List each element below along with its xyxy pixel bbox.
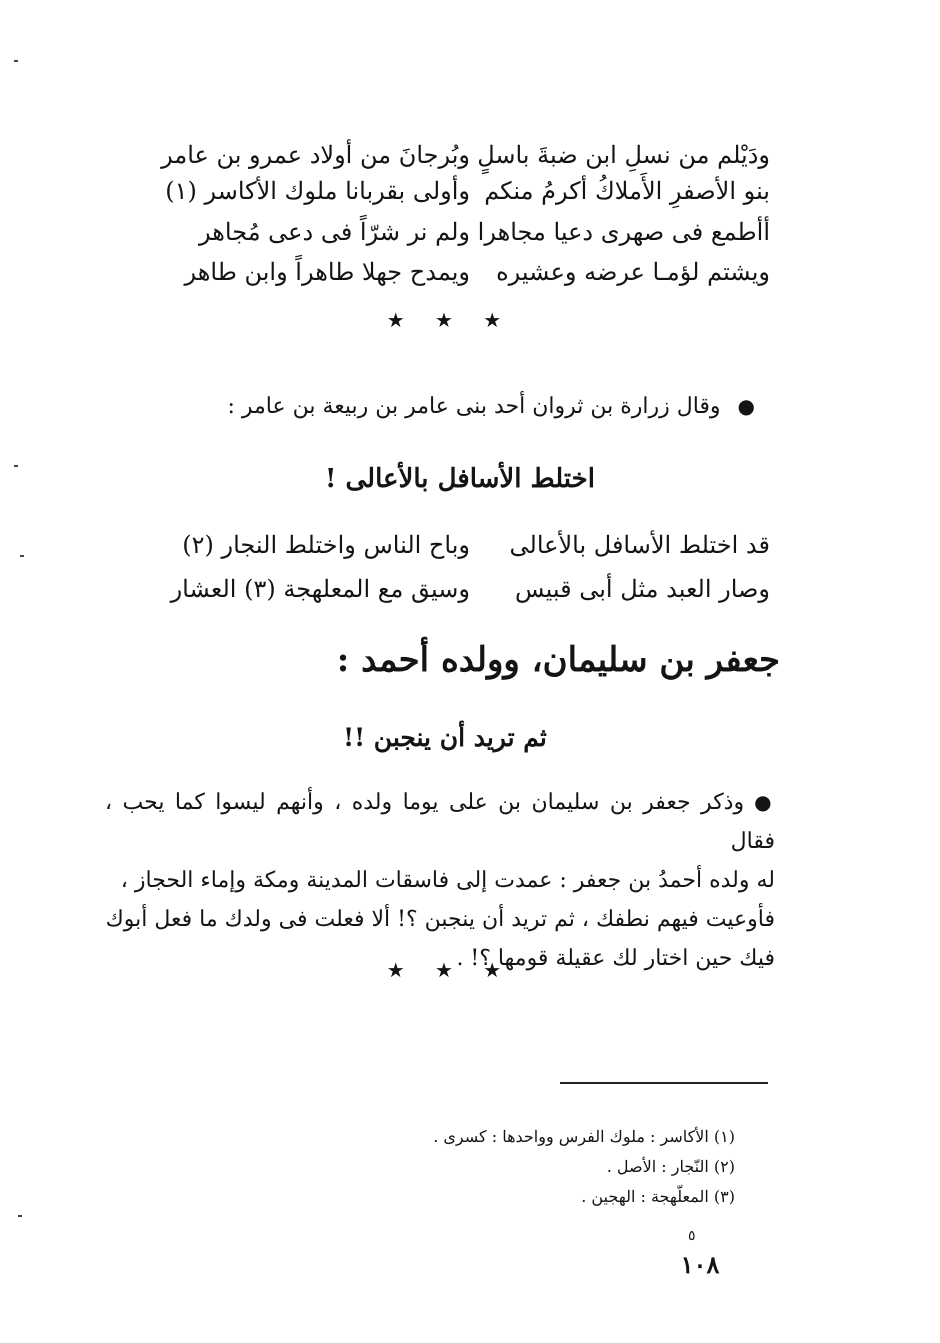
verse-second-hemistich: وباح الناس واختلط النجار (٢): [182, 531, 470, 559]
paragraph-line: [105, 783, 775, 861]
scan-speck: [14, 465, 18, 467]
paragraph-line: له ولده أحمدُ بن جعفر : عمدت إلى فاسقات المدينة ومكة وإماء الحجاز ،: [120, 868, 775, 893]
bullet-icon: ●: [737, 394, 755, 418]
verse-second-hemistich: وسيق مع المعلهجة (٣) العشار: [170, 575, 470, 603]
section-title: جعفر بن سليمان، وولده أحمد :: [336, 640, 780, 680]
page-number: ١٠٨: [680, 1250, 720, 1279]
paragraph-line-text: وذكر جعفر بن سليمان بن على يوما ولده ، وأنهم ليسوا كما يحب ، فقال: [105, 790, 775, 854]
verse-line: [170, 527, 770, 563]
verse-first-hemistich: قد اختلط الأسافل بالأعالى: [509, 531, 770, 559]
verse-line: [165, 173, 770, 209]
verse-line: [170, 571, 770, 607]
verse-first-hemistich: ودَيْلم من نسلِ ابن ضبةَ باسلٍ: [477, 141, 770, 169]
paragraph-line: فأوعيت فيهم نطفك ، ثم تريد أن ينجبن ؟! ألا فعلت فى ولدك ما فعل أبوك: [105, 907, 775, 932]
verse-line: [170, 214, 770, 250]
paragraph-line: فيك حين اختار لك عقيلة قومها ؟! .: [456, 946, 775, 971]
bullet-icon: ●: [754, 790, 775, 814]
footnote-divider: [560, 1082, 768, 1084]
scan-speck: [18, 1215, 22, 1217]
verse-second-hemistich: ولم نر شرّاً فى دعى مُجاهر: [198, 218, 470, 246]
anecdote-paragraph: [105, 783, 775, 978]
section-separator: ★ ★ ★: [386, 958, 514, 982]
intro-line: [227, 394, 755, 419]
page-mark: ٥: [688, 1228, 696, 1244]
scan-speck: [20, 555, 24, 557]
verse-second-hemistich: وبُرجانَ من أولاد عمرو بن عامر: [161, 141, 470, 169]
verse-second-hemistich: وأولى بقربانا ملوك الأكاسر (١): [165, 177, 470, 205]
verse-first-hemistich: بنو الأصفرِ الأَملاكُ أكرمُ منكم: [484, 177, 770, 205]
verse-first-hemistich: وصار العبد مثل أبى قبيس: [515, 575, 770, 603]
verse-first-hemistich: ويشتم لؤمـا عرضه وعشيره: [496, 258, 770, 286]
scan-speck: [14, 60, 18, 62]
section-separator: ★ ★ ★: [386, 308, 514, 332]
verse-line: [161, 137, 770, 173]
verse-first-hemistich: أأطمع فى صهرى دعيا مجاهرا: [477, 218, 770, 246]
verse-line: [170, 254, 770, 290]
poem-heading: اختلط الأسافل بالأعالى !: [325, 464, 595, 494]
verse-second-hemistich: ويمدح جهلا طاهراً وابن طاهر: [184, 258, 470, 286]
footnote: (١) الأكاسر : ملوك الفرس وواحدها : كسرى .: [433, 1127, 735, 1146]
footnote: (٣) المعلّهجة : الهجين .: [581, 1187, 735, 1206]
footnote: (٢) النّجار : الأصل .: [606, 1157, 735, 1176]
footnotes: [433, 1122, 735, 1212]
subheading: ثم تريد أن ينجبن !!: [343, 723, 547, 752]
intro-text: وقال زرارة بن ثروان أحد بنى عامر بن ربيعة بن عامر :: [227, 394, 721, 419]
